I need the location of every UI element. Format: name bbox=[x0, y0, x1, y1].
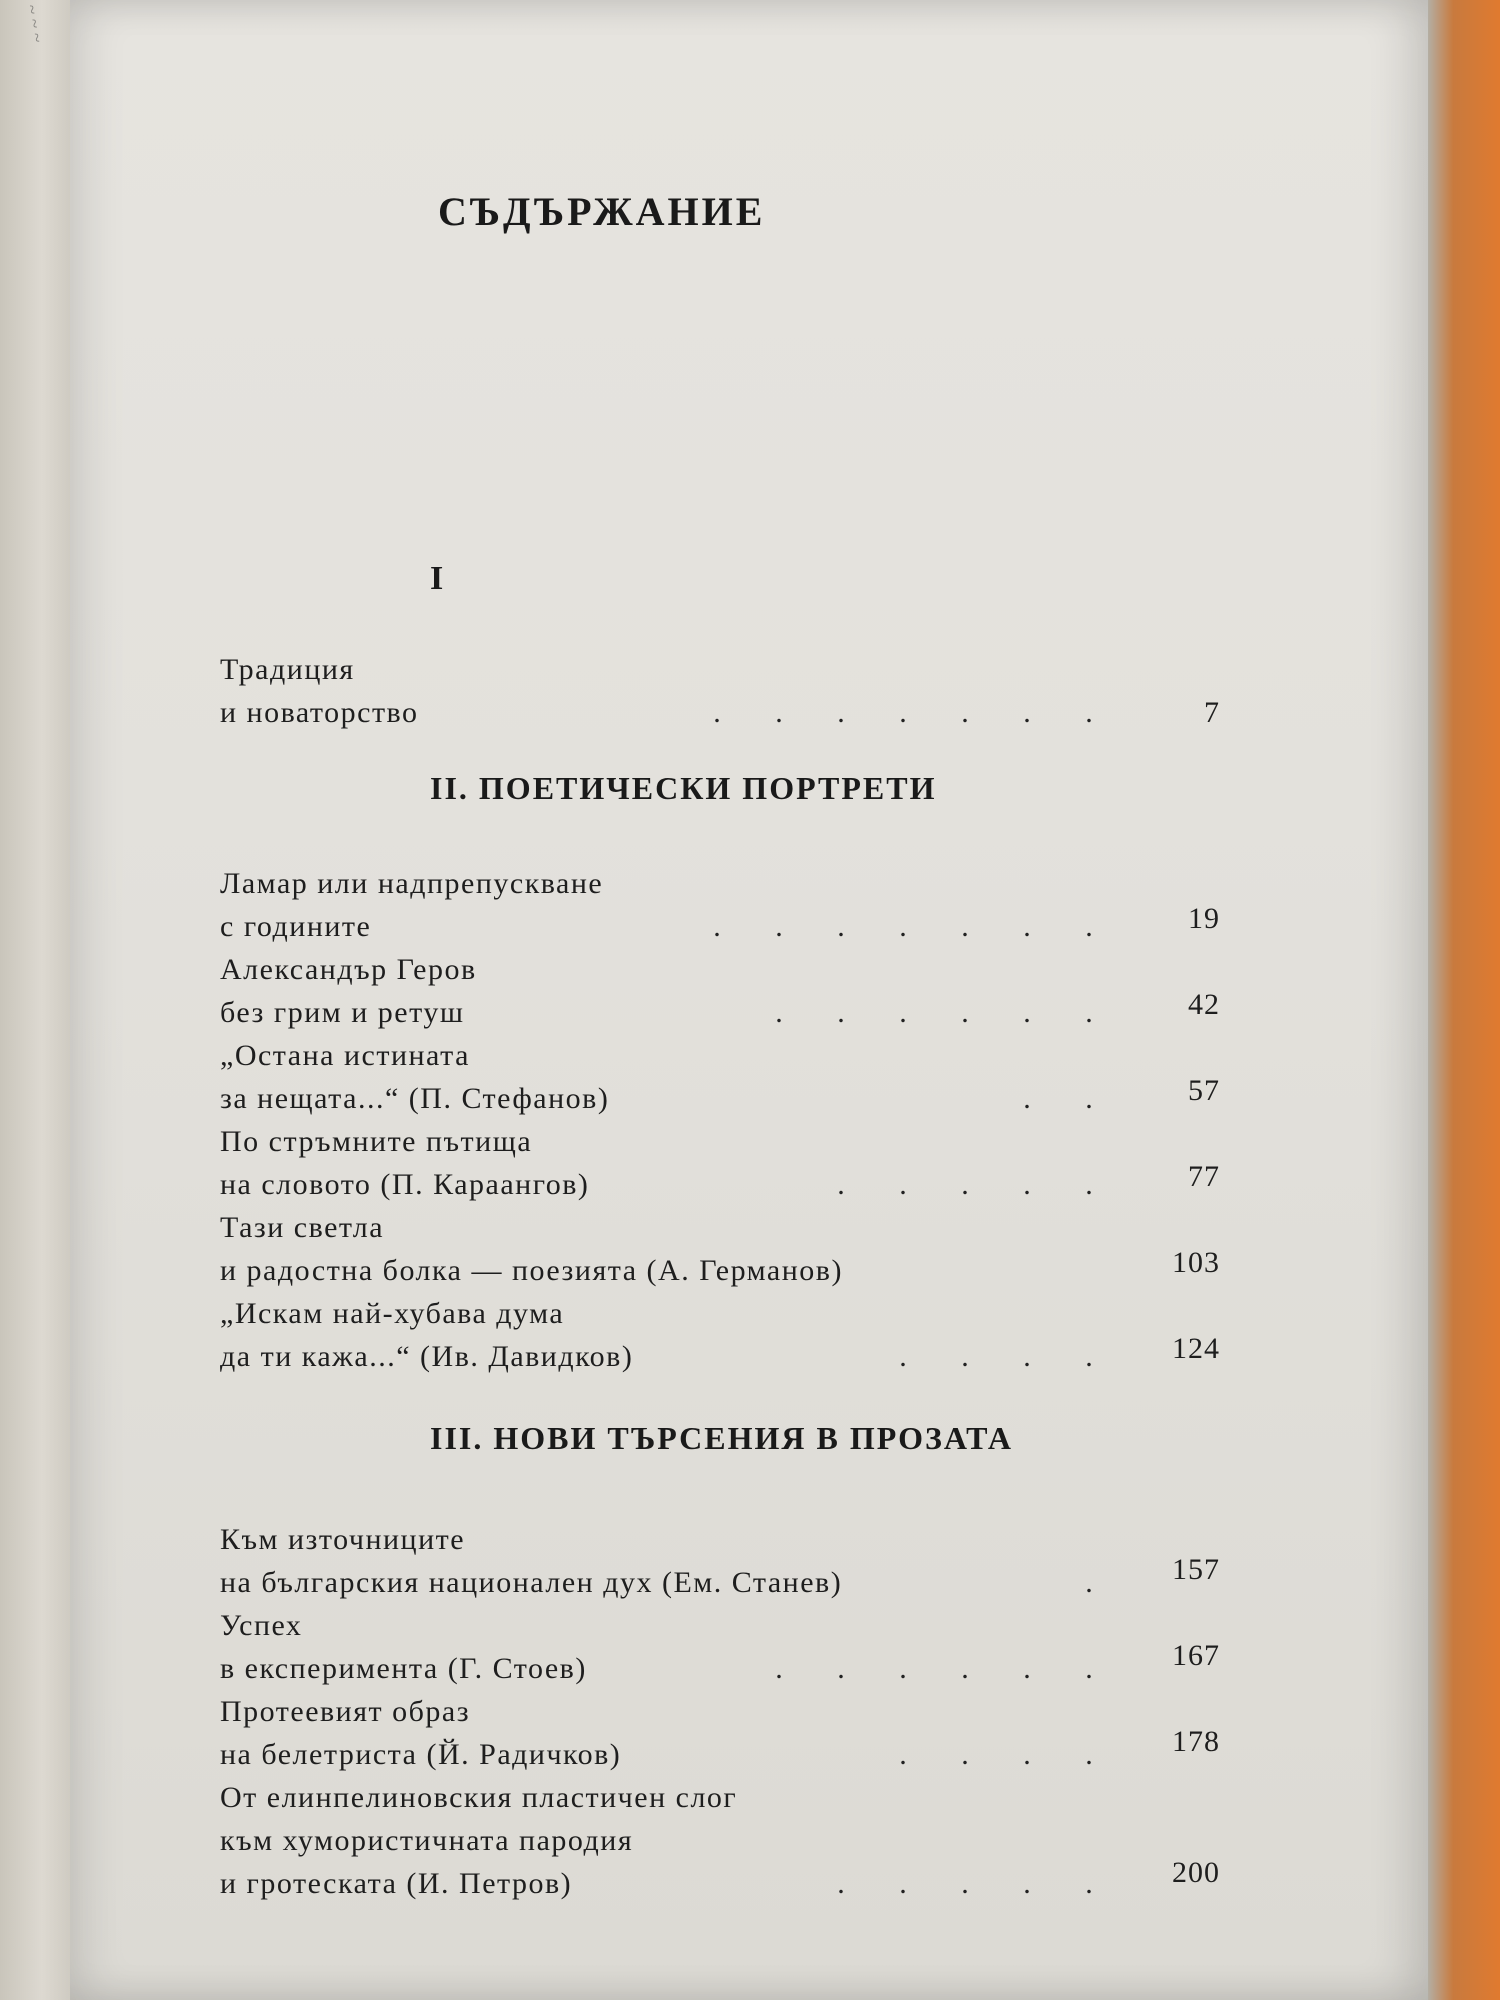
toc-entry bbox=[220, 948, 1220, 1034]
entry-title-line: на белетриста (Й. Радичков) bbox=[220, 1738, 622, 1771]
toc-entry bbox=[220, 1292, 1220, 1378]
entry-title-line: „Остана истината bbox=[220, 1039, 470, 1072]
toc-entry bbox=[220, 1120, 1220, 1206]
background-surface bbox=[1428, 0, 1500, 2000]
leader-dots: . . . . . . bbox=[775, 1652, 1093, 1685]
entry-title-line: да ти кажа...“ (Ив. Давидков) bbox=[220, 1340, 634, 1373]
leader-dots: . . . . . bbox=[837, 1867, 1093, 1900]
entry-page-number: 42 bbox=[1188, 988, 1220, 1021]
entry-title-line: и гротеската (И. Петров) bbox=[220, 1867, 573, 1900]
leader-dots: . . . . . . . bbox=[713, 910, 1093, 943]
entry-title-line: Александър Геров bbox=[220, 953, 477, 986]
entry-title-line: От елинпелиновския пластичен слог bbox=[220, 1781, 738, 1814]
leader-dots: . . . . bbox=[899, 1340, 1093, 1373]
entry-title-line: с годините bbox=[220, 910, 372, 943]
entry-page-number: 157 bbox=[1172, 1553, 1220, 1586]
entry-title-line: „Искам най-хубава дума bbox=[220, 1297, 565, 1330]
margin-scribble: ~ ~ ~ bbox=[21, 3, 48, 45]
leader-dots: . . . . . . . bbox=[713, 696, 1093, 729]
entry-page-number: 103 bbox=[1172, 1246, 1220, 1279]
leader-dots: . . . . . . bbox=[775, 996, 1093, 1029]
entry-title-line: и новаторство bbox=[220, 696, 419, 729]
toc-entry bbox=[220, 1604, 1220, 1690]
adjacent-page-edge bbox=[0, 0, 73, 2000]
entry-title-line: Към източниците bbox=[220, 1523, 466, 1556]
toc-entry bbox=[220, 1518, 1220, 1604]
leader-dots: . bbox=[1085, 1566, 1093, 1599]
page-title: СЪДЪРЖАНИЕ bbox=[438, 189, 766, 234]
entry-title-line: за нещата...“ (П. Стефанов) bbox=[220, 1082, 610, 1115]
entry-title-line: без грим и ретуш bbox=[220, 996, 465, 1029]
toc-entry bbox=[220, 1206, 1220, 1292]
entry-title-line: към хумористичната пародия bbox=[220, 1824, 634, 1857]
leader-dots: . . . . . bbox=[837, 1168, 1093, 1201]
entry-title-line: на словото (П. Караангов) bbox=[220, 1168, 590, 1201]
section-heading-part1: I bbox=[430, 560, 444, 597]
entry-page-number: 57 bbox=[1188, 1074, 1220, 1107]
section-heading-part2: II. ПОЕТИЧЕСКИ ПОРТРЕТИ bbox=[430, 770, 937, 806]
entry-title-line: на българския национален дух (Ем. Станев) bbox=[220, 1566, 843, 1599]
entry-title-line: Ламар или надпрепускване bbox=[220, 867, 604, 900]
entry-title-line: Успех bbox=[220, 1609, 303, 1642]
toc-entry bbox=[220, 648, 1220, 734]
toc-entry bbox=[220, 1034, 1220, 1120]
entry-page-number: 178 bbox=[1172, 1725, 1220, 1758]
entry-page-number: 7 bbox=[1204, 696, 1220, 729]
entry-page-number: 200 bbox=[1172, 1856, 1220, 1889]
entry-title-line: и радостна болка — поезията (А. Германов) bbox=[220, 1254, 843, 1287]
entry-title-line: в експеримента (Г. Стоев) bbox=[220, 1652, 587, 1685]
entry-page-number: 77 bbox=[1188, 1160, 1220, 1193]
toc-entry bbox=[220, 862, 1220, 948]
toc-entry bbox=[220, 1776, 1220, 1905]
entry-title-line: По стръмните пътища bbox=[220, 1125, 533, 1158]
entry-title-line: Протеевият образ bbox=[220, 1695, 471, 1728]
entry-page-number: 19 bbox=[1188, 902, 1220, 935]
leader-dots: . . bbox=[1023, 1082, 1093, 1115]
entry-title-line: Традиция bbox=[220, 653, 355, 686]
leader-dots: . . . . bbox=[899, 1738, 1093, 1771]
entry-title-line: Тази светла bbox=[220, 1211, 385, 1244]
toc-entry bbox=[220, 1690, 1220, 1776]
entry-page-number: 167 bbox=[1172, 1639, 1220, 1672]
section-heading-part3: III. НОВИ ТЪРСЕНИЯ В ПРОЗАТА bbox=[430, 1420, 1014, 1456]
entry-page-number: 124 bbox=[1172, 1332, 1220, 1365]
book-page bbox=[70, 0, 1428, 2000]
